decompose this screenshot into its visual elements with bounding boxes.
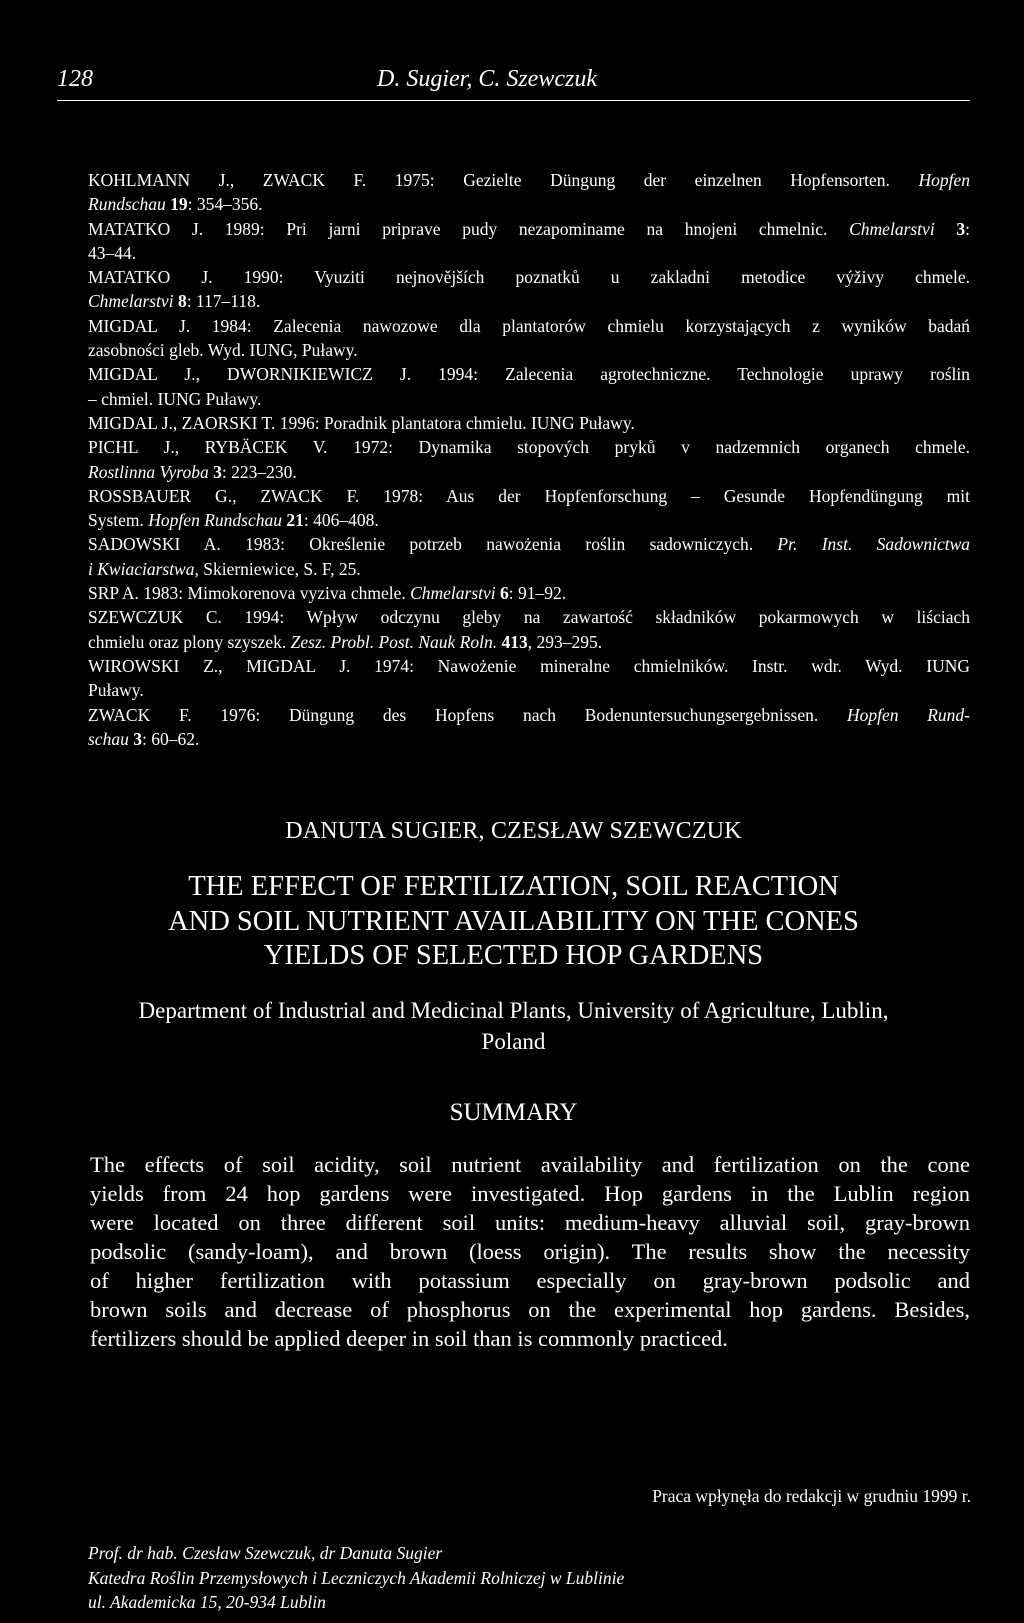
address-line: Katedra Roślin Przemysłowych i Leczniczych Akademii Rolniczej w Lublinie — [88, 1567, 625, 1588]
reference-segment: Chmelarstvi — [849, 218, 935, 239]
reference-segment: MATATKO J. 1990: Vyuziti nejnovějších poznatků u zakladni metodice výživy chmele. — [88, 267, 970, 288]
reference-line — [88, 411, 970, 435]
reference-segment: 413 — [501, 631, 528, 652]
reference-segment: ZWACK F. 1976: Düngung des Hopfens nach Bodenuntersuchungsergebnissen. — [88, 704, 847, 725]
reference-segment: Rostlinna Vyroba — [88, 461, 209, 482]
summary-line: of higher fertilization with potassium especially on gray-brown podsolic and — [90, 1268, 970, 1293]
reference-line — [88, 192, 970, 216]
reference-segment: 3 — [213, 461, 222, 482]
author-address — [88, 1541, 624, 1615]
reference-segment: : 223–230. — [221, 461, 297, 482]
title-line: THE EFFECT OF FERTILIZATION, SOIL REACTION — [188, 871, 839, 902]
reference-segment: 8 — [177, 291, 187, 312]
reference-entry — [88, 168, 970, 217]
reference-line — [88, 168, 970, 192]
reference-line — [88, 484, 970, 508]
affiliation-line: Poland — [481, 1029, 546, 1054]
reference-line — [88, 581, 970, 605]
reference-entry — [88, 703, 970, 752]
reference-entry — [88, 362, 970, 411]
reference-segment: Rundschau — [88, 194, 166, 215]
running-title: D. Sugier, C. Szewczuk — [377, 66, 597, 92]
running-header — [57, 66, 970, 101]
reference-segment: – chmiel. IUNG Puławy. — [88, 388, 262, 409]
reference-segment: : 91–92. — [508, 583, 567, 604]
reference-line — [88, 508, 970, 532]
summary-heading: SUMMARY — [449, 1099, 578, 1126]
reference-segment: WIROWSKI Z., MIGDAL J. 1974: Nawożenie mineralne chmielników. Instr. wdr. Wyd. IUNG — [88, 655, 970, 676]
summary-line: fertilizers should be applied deeper in soil than is commonly practiced. — [90, 1326, 728, 1351]
reference-segment: MIGDAL J., ZAORSKI T. 1996: Poradnik plantatora chmielu. IUNG Puławy. — [88, 412, 635, 433]
reference-entry — [88, 411, 970, 435]
reference-entry — [88, 217, 970, 266]
reference-entry — [88, 654, 970, 703]
reference-segment: : 60–62. — [141, 728, 200, 749]
reference-segment: : 354–356. — [187, 194, 263, 215]
reference-segment: Chmelarstvi — [88, 291, 174, 312]
reference-line — [88, 435, 970, 459]
reference-segment: MATATKO J. 1989: Pri jarni priprave pudy nezapominame na hnojeni chmelnic. — [88, 218, 850, 239]
reference-segment: Hopfen Rund- — [846, 704, 970, 725]
reference-line — [88, 678, 970, 702]
title-line: AND SOIL NUTRIENT AVAILABILITY ON THE CONES — [168, 905, 859, 937]
reference-entry — [88, 581, 970, 605]
article-title — [57, 870, 970, 974]
reference-segment: MIGDAL J., DWORNIKIEWICZ J. 1994: Zalecenia agrotechniczne. Technologie uprawy roślin — [88, 364, 970, 385]
reference-line — [88, 289, 970, 313]
reference-segment: SZEWCZUK C. 1994: Wpływ odczynu gleby na zawartość składników pokarmowych w liściach — [88, 607, 970, 628]
reference-line — [88, 241, 970, 265]
article-authors: DANUTA SUGIER, CZESŁAW SZEWCZUK — [285, 818, 742, 844]
reference-segment: : 117–118. — [186, 291, 261, 312]
reference-segment: 3 — [956, 218, 966, 239]
reference-entry — [88, 532, 970, 581]
reference-segment: , 293–295. — [527, 631, 603, 652]
reference-segment: Chmelarstvi — [410, 583, 496, 604]
reference-segment — [935, 219, 957, 239]
reference-segment: 21 — [286, 510, 304, 531]
reference-segment: SADOWSKI A. 1983: Określenie potrzeb nawożenia roślin sadowniczych. — [88, 534, 778, 555]
reference-line — [88, 630, 970, 654]
reference-segment: 6 — [500, 583, 509, 604]
reference-segment: : 406–408. — [303, 510, 379, 531]
reference-line — [88, 654, 970, 678]
reference-segment: schau — [88, 728, 129, 749]
reference-line — [88, 532, 970, 556]
reference-line — [88, 387, 970, 411]
reference-segment: Zesz. Probl. Post. Nauk Roln. — [290, 631, 498, 652]
reference-segment: 3 — [133, 728, 142, 749]
summary-text — [90, 1150, 970, 1353]
affiliation-line: Department of Industrial and Medicinal Plants, University of Agriculture, Lublin, — [138, 998, 889, 1023]
address-line: Prof. dr hab. Czesław Szewczuk, dr Danuta Sugier — [88, 1543, 443, 1563]
affiliation — [57, 995, 970, 1057]
summary-line: The effects of soil acidity, soil nutrient availability and fertilization on the cone — [90, 1152, 970, 1177]
received-date: Praca wpłynęła do redakcji w grudniu 1999 r. — [652, 1486, 971, 1506]
reference-segment: 19 — [170, 194, 188, 215]
reference-entry — [88, 605, 970, 654]
reference-segment: Pr. Inst. Sadownictwa — [777, 534, 970, 555]
reference-entry — [88, 435, 970, 484]
reference-line — [88, 362, 970, 386]
summary-line: yields from 24 hop gardens were investigated. Hop gardens in the Lublin region — [90, 1181, 970, 1206]
page-number: 128 — [57, 66, 93, 92]
reference-segment: KOHLMANN J., ZWACK F. 1975: Gezielte Düngung der einzelnen Hopfensorten. — [88, 170, 919, 190]
title-line: YIELDS OF SELECTED HOP GARDENS — [263, 940, 764, 971]
summary-line: were located on three different soil units: medium-heavy alluvial soil, gray-brown — [90, 1210, 970, 1235]
reference-entry — [88, 484, 970, 533]
reference-line — [88, 338, 970, 362]
reference-segment: Hopfen Rundschau — [148, 510, 282, 531]
reference-segment: i Kwiaciarstwa, — [88, 558, 199, 579]
reference-line — [88, 314, 970, 338]
reference-segment: Puławy. — [88, 680, 144, 701]
reference-segment: zasobności gleb. Wyd. IUNG, Puławy. — [88, 340, 358, 361]
reference-segment: PICHL J., RYBÄCEK V. 1972: Dynamika stopových pryků v nadzemnich organech chmele. — [88, 437, 970, 458]
reference-segment: 43–44. — [88, 242, 137, 263]
reference-line — [88, 605, 970, 629]
reference-segment: Skierniewice, S. F, 25. — [198, 558, 361, 579]
reference-segment: ROSSBAUER G., ZWACK F. 1978: Aus der Hopfenforschung – Gesunde Hopfendüngung mit — [88, 485, 970, 506]
reference-segment: chmielu oraz plony szyszek. — [88, 631, 291, 652]
reference-line — [88, 460, 970, 484]
summary-line: brown soils and decrease of phosphorus on the experimental hop gardens. Besides, — [90, 1297, 970, 1322]
reference-line — [88, 703, 970, 727]
reference-segment: Hopfen — [918, 170, 970, 190]
address-line: ul. Akademicka 15, 20-934 Lublin — [88, 1592, 326, 1612]
reference-segment: MIGDAL J. 1984: Zalecenia nawozowe dla plantatorów chmielu korzystających z wyników badań — [88, 315, 970, 336]
reference-entry — [88, 265, 970, 314]
reference-line — [88, 557, 970, 581]
reference-line — [88, 727, 970, 751]
reference-segment: SRP A. 1983: Mimokorenova vyziva chmele. — [88, 583, 411, 604]
reference-segment: : — [965, 218, 971, 239]
reference-list — [88, 168, 970, 751]
reference-entry — [88, 314, 970, 363]
reference-line — [88, 217, 970, 241]
reference-segment: System. — [88, 510, 149, 531]
summary-line: podsolic (sandy-loam), and brown (loess origin). The results show the necessity — [90, 1239, 970, 1264]
reference-line — [88, 265, 970, 289]
